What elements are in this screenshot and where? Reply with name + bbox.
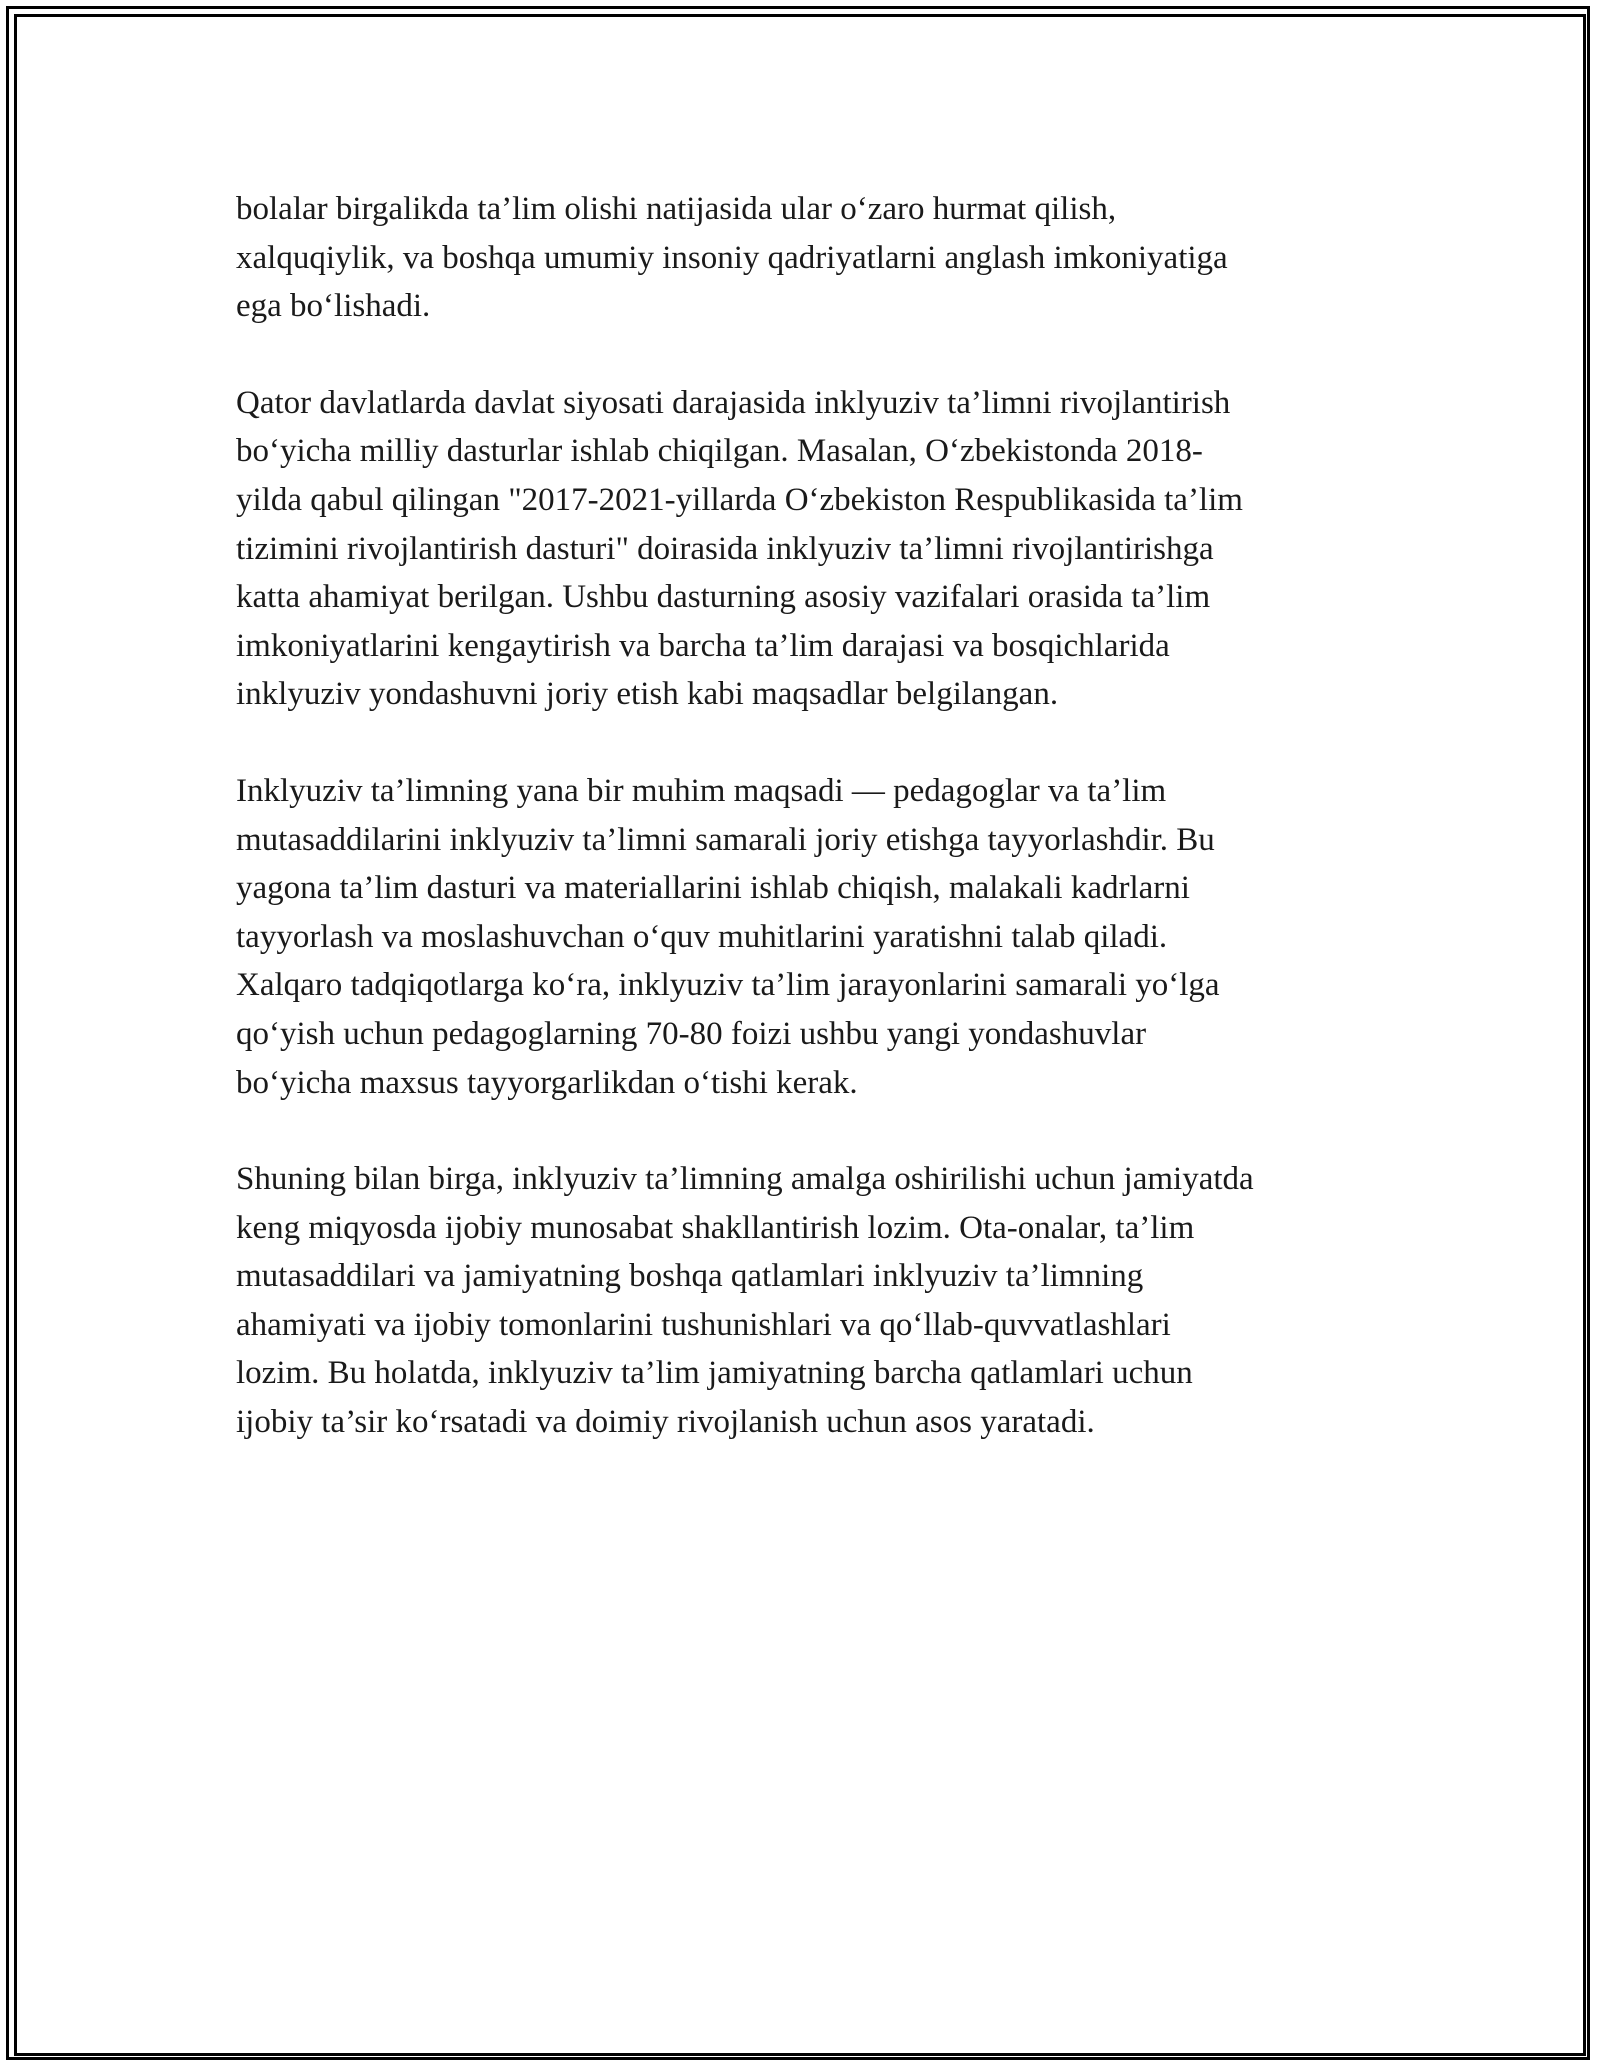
paragraph-1: bolalar birgalikda ta’lim olishi natijasida ular o‘zaro hurmat qilish, xalquqiylik, va boshqa umumiy insoniy qadriyatlarni anglash imkoniyatiga ega bo‘lishadi. (236, 191, 1228, 325)
paragraph-3: Inklyuziv ta’limning yana bir muhim maqsadi — pedagoglar va ta’lim mutasaddilarini inklyuziv ta’limni samarali joriy etishga tayyorlashdir. Bu yagona ta’lim dasturi va materiallarini ishlab chiqish, malakali kadrlarni tayyorlash va moslashuvchan o‘quv muhitlarini yaratishni talab qiladi. Xalqaro tadqiqotlarga ko‘ra, inklyuziv ta’lim jarayonlarini samarali yo‘lga qo‘yish uchun pedagoglarning 70-80 foizi ushbu yangi yondashuvlar bo‘yicha maxsus tayyorgarlikdan o‘tishi kerak. (236, 772, 1220, 1101)
paragraph-4: Shuning bilan birga, inklyuziv ta’limning amalga oshirilishi uchun jamiyatda keng miqyosda ijobiy munosabat shakllantirish lozim. Ota-onalar, ta’lim mutasaddilari va jamiyatning boshqa qatlamlari inklyuziv ta’limning ahamiyati va ijobiy tomonlarini tushunishlari va qo‘llab-quvvatlashlari lozim. Bu holatda, inklyuziv ta’lim jamiyatning barcha qatlamlari uchun ijobiy ta’sir ko‘rsatadi va doimiy rivojlanish uchun asos yaratadi. (236, 1161, 1254, 1441)
paragraph-2: Qator davlatlarda davlat siyosati darajasida inklyuziv ta’limni rivojlantirish bo‘yicha milliy dasturlar ishlab chiqilgan. Masalan, O‘zbekistonda 2018- yilda qabul qilingan "2017-2021-yillarda O‘zbekiston Respublikasida ta’lim tizimini rivojlantirish dasturi" doirasida inklyuziv ta’limni rivojlantirishga katta ahamiyat berilgan. Ushbu dasturning asosiy vazifalari orasida ta’lim imkoniyatlarini kengaytirish va barcha ta’lim darajasi va bosqichlarida inklyuziv yondashuvni joriy etish kabi maqsadlar belgilangan. (236, 384, 1243, 713)
document-body (236, 185, 1386, 1495)
